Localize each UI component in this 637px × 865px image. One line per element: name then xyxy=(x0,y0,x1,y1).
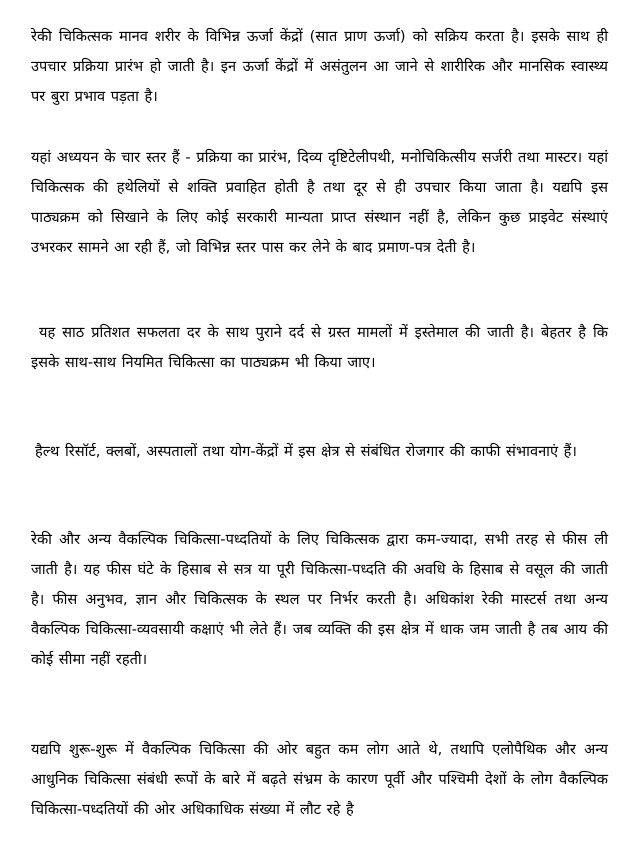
paragraph-success-rate: यह साठ प्रतिशत सफलता दर के साथ पुराने दर्द से ग्रस्त मामलों में इस्तेमाल की जाती है। बेहतर है कि इसके साथ-साथ नियमित चिकित्सा का पाठ्यक्रम भी किया जाए। xyxy=(31,324,608,371)
paragraph-growing-popularity: यद्यपि शुरू-शुरू में वैकल्पिक चिकित्सा की ओर बहुत कम लोग आते थे, तथापि एलोपैथिक और अन्य आधुनिक चिकित्सा संबंधी रूपों के बारे में बढ़ते संभ्रम के कारण पूर्वी और पश्चिमी देशों के लोग वैकल्पिक चिकित्सा-पध्दतियों की ओर अधिकाधिक संख्या में लौट रहे है xyxy=(31,741,608,818)
paragraph-fees: रेकी और अन्य वैकल्पिक चिकित्सा-पध्दतियों के लिए चिकित्सक द्वारा कम-ज्यादा, सभी तरह से फीस ली जाती है। यह फीस घंटे के हिसाब से सत्र या पूरी चिकित्सा-पध्दति की अवधि के हिसाब से वसूल की जाती है। फीस अनुभव, ज्ञान और चिकित्सक के स्थल पर निर्भर करती है। अधिकांश रेकी मास्टर्स तथा अन्य वैकल्पिक चिकित्सा-व्यवसायी कक्षाएं भी लेते हैं। जब व्यक्ति की इस क्षेत्र में धाक जम जाती है तब आय की कोई सीमा नहीं रहती। xyxy=(31,531,608,668)
paragraph-employment-prospects: हैल्थ रिसॉर्ट, क्लबों, अस्पतालों तथा योग-केंद्रों में इस क्षेत्र से संबंधित रोजगार की काफी संभावनाएं हैं। xyxy=(35,443,577,460)
paragraph-reiki-energy-centers: रेकी चिकित्सक मानव शरीर के विभिन्न ऊर्जा केंद्रों (सात प्राण ऊर्जा) को सक्रिय करता है। इसके साथ ही उपचार प्रक्रिया प्रारंभ हो जाती है। इन ऊर्जा केंद्रों में असंतुलन आ जाने से शारीरिक और मानसिक स्वास्थ्य पर बुरा प्रभाव पड़ता है। xyxy=(31,28,608,105)
paragraph-study-levels: यहां अध्ययन के चार स्तर हैं - प्रक्रिया का प्रारंभ, दिव्य दृष्टिटेलीपथी, मनोचिकित्सीय सर्जरी तथा मास्टर। यहां चिकित्सक की हथेलियों से शक्ति प्रवाहित होती है तथा दूर से ही उपचार किया जाता है। यद्यपि इस पाठ्यक्रम को सिखाने के लिए कोई सरकारी मान्यता प्राप्त संस्थान नहीं है, लेकिन कुछ प्राइवेट संस्थाएं उभरकर सामने आ रही हैं, जो विभिन्न स्तर पास कर लेने के बाद प्रमाण-पत्र देती है। xyxy=(31,149,608,256)
